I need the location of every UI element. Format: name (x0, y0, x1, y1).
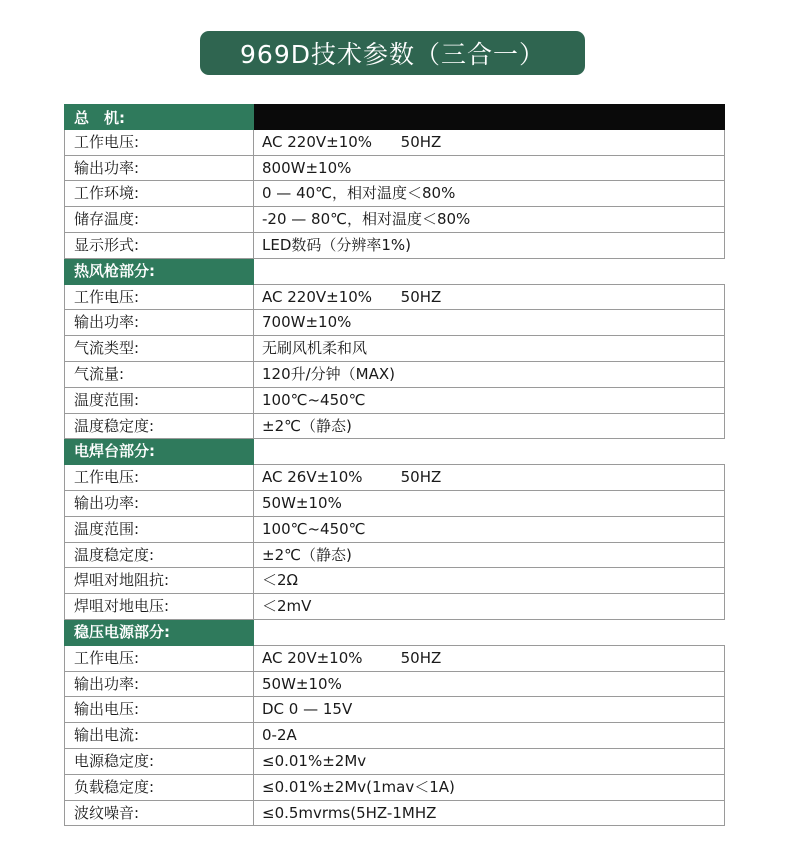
spec-row (64, 568, 725, 594)
spec-row (64, 336, 725, 362)
spec-label: 气流类型: (64, 336, 254, 361)
spec-label: 输出电压: (64, 697, 254, 722)
spec-label: 电源稳定度: (64, 749, 254, 774)
spec-row (64, 362, 725, 388)
section-title: 热风枪部分: (64, 259, 254, 285)
spec-row (64, 723, 725, 749)
spec-label: 显示形式: (64, 233, 254, 258)
spec-row (64, 491, 725, 517)
spec-row (64, 672, 725, 698)
spec-value: ≤0.5mvrms(5HZ-1MHZ (254, 801, 725, 826)
spec-row (64, 775, 725, 801)
spec-label: 输出功率: (64, 310, 254, 335)
spec-value: AC 220V±10% 50HZ (254, 285, 725, 310)
spec-value: 50W±10% (254, 491, 725, 516)
section-title: 电焊台部分: (64, 439, 254, 465)
spec-value: 100℃~450℃ (254, 517, 725, 542)
spec-row (64, 156, 725, 182)
section-header (64, 620, 725, 646)
spec-value: ＜2Ω (254, 568, 725, 593)
page-title: 969D技术参数（三合一） (200, 31, 585, 75)
spec-row (64, 543, 725, 569)
spec-table (64, 104, 725, 826)
spec-value: AC 220V±10% 50HZ (254, 130, 725, 155)
spec-label: 工作电压: (64, 130, 254, 155)
spec-value: 100℃~450℃ (254, 388, 725, 413)
spec-row (64, 749, 725, 775)
spec-label: 焊咀对地阻抗: (64, 568, 254, 593)
spec-value: ≤0.01%±2Mv(1mav＜1A) (254, 775, 725, 800)
spec-label: 输出功率: (64, 156, 254, 181)
section-header-fill (254, 259, 725, 285)
section-header (64, 104, 725, 130)
spec-value: 无刷风机柔和风 (254, 336, 725, 361)
spec-value: ±2℃（静态) (254, 543, 725, 568)
spec-value: 700W±10% (254, 310, 725, 335)
spec-row (64, 181, 725, 207)
spec-label: 温度稳定度: (64, 414, 254, 439)
spec-label: 储存温度: (64, 207, 254, 232)
spec-value: ≤0.01%±2Mv (254, 749, 725, 774)
spec-row (64, 517, 725, 543)
spec-row (64, 388, 725, 414)
section-title: 总 机: (64, 104, 254, 130)
spec-row (64, 285, 725, 311)
section-header-fill (254, 439, 725, 465)
section-header (64, 259, 725, 285)
spec-value: AC 26V±10% 50HZ (254, 465, 725, 490)
section-header (64, 439, 725, 465)
spec-value: AC 20V±10% 50HZ (254, 646, 725, 671)
spec-row (64, 697, 725, 723)
spec-value: -20 — 80℃，相对温度＜80% (254, 207, 725, 232)
spec-row (64, 207, 725, 233)
spec-label: 输出功率: (64, 491, 254, 516)
spec-label: 工作电压: (64, 646, 254, 671)
spec-label: 温度范围: (64, 517, 254, 542)
spec-label: 工作环境: (64, 181, 254, 206)
spec-row (64, 594, 725, 620)
section-title: 稳压电源部分: (64, 620, 254, 646)
spec-row (64, 646, 725, 672)
spec-label: 波纹噪音: (64, 801, 254, 826)
spec-value: DC 0 — 15V (254, 697, 725, 722)
spec-label: 负载稳定度: (64, 775, 254, 800)
spec-row (64, 233, 725, 259)
spec-label: 输出电流: (64, 723, 254, 748)
spec-label: 工作电压: (64, 465, 254, 490)
spec-label: 温度范围: (64, 388, 254, 413)
spec-label: 温度稳定度: (64, 543, 254, 568)
spec-value: ＜2mV (254, 594, 725, 619)
spec-label: 工作电压: (64, 285, 254, 310)
spec-row (64, 801, 725, 827)
spec-label: 焊咀对地电压: (64, 594, 254, 619)
spec-row (64, 465, 725, 491)
spec-label: 输出功率: (64, 672, 254, 697)
spec-value: 0 — 40℃，相对温度＜80% (254, 181, 725, 206)
spec-value: 800W±10% (254, 156, 725, 181)
section-header-fill (254, 620, 725, 646)
spec-value: 0-2A (254, 723, 725, 748)
spec-row (64, 310, 725, 336)
spec-value: 120升/分钟（MAX) (254, 362, 725, 387)
spec-row (64, 414, 725, 440)
section-header-fill (254, 104, 725, 130)
spec-row (64, 130, 725, 156)
spec-value: LED数码（分辨率1%) (254, 233, 725, 258)
spec-value: 50W±10% (254, 672, 725, 697)
spec-label: 气流量: (64, 362, 254, 387)
spec-value: ±2℃（静态) (254, 414, 725, 439)
